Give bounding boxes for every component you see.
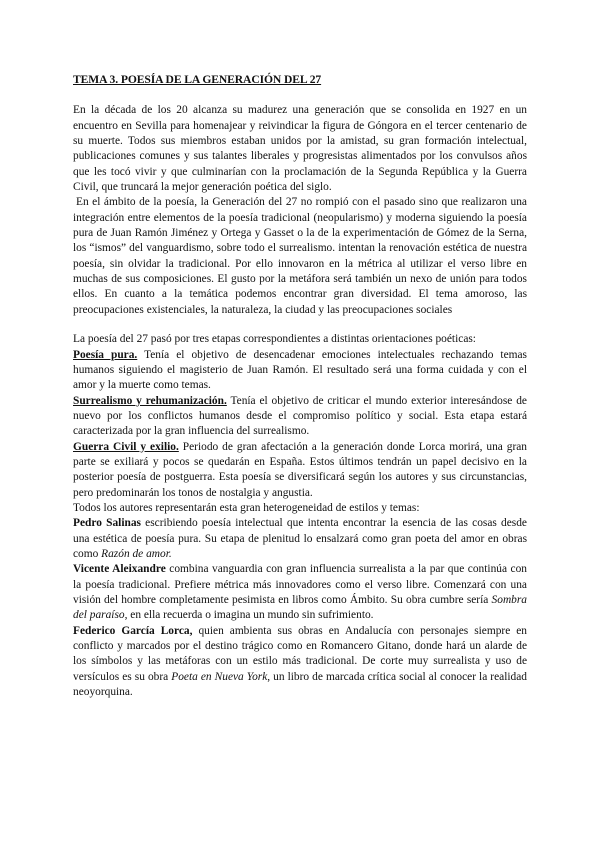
author-aleixandre-work: Sombra del paraíso — [73, 594, 527, 622]
stage-surrealism — [73, 394, 527, 440]
paragraph-gap — [73, 318, 527, 332]
author-aleixandre-text: combina vanguardia con gran influencia surrealista a la par que continúa con la poesía tradicional. Prefiere métrica más innovadores como el verso libre. Comenzará con una visión del hombre completamente pesimista en libros como Ámbito. Su obra cumbre sería — [73, 563, 527, 606]
author-aleixandre-name: Vicente Aleixandre — [73, 563, 166, 576]
author-lorca-name: Federico García Lorca, — [73, 624, 193, 637]
stage-civil-war-text: Periodo de gran afectación a la generación donde Lorca morirá, una gran parte se exiliará y pocos se quedarán en España. Estos últimos tendrán un papel decisivo en la posterior poesía de postguerra. Esta poesía se diversificará según los autores y sus circunstancias, pero predominarán los tonos de nostalgia y angustia. — [73, 440, 528, 499]
author-salinas — [73, 516, 527, 562]
stage-pure-poetry — [73, 348, 527, 394]
author-salinas-text: escribiendo poesía intelectual que intenta encontrar la esencia de las cosas desde una estética de poesía pura. Su etapa de plenitud lo ensalzará como gran poeta del amor en obras como — [73, 517, 527, 560]
document-page — [73, 72, 527, 700]
stage-civil-war — [73, 440, 527, 501]
author-salinas-name: Pedro Salinas — [73, 517, 141, 530]
stage-surrealism-label: Surrealismo y rehumanización. — [73, 394, 227, 407]
stage-pure-poetry-text: Tenía el objetivo de desencadenar emociones intelectuales rechazando temas humanos siguiendo el magisterio de Juan Ramón. El resultado será una forma cuidada y con el amor y la muerte como temas. — [73, 348, 527, 392]
author-salinas-work: Razón de amor. — [101, 547, 172, 560]
authors-intro: Todos los autores representarán esta gran heterogeneidad de estilos y temas: — [73, 501, 420, 514]
author-lorca-work: Poeta en Nueva York — [171, 670, 268, 683]
author-lorca — [73, 624, 527, 701]
stage-pure-poetry-label: Poesía pura. — [73, 348, 138, 361]
author-aleixandre — [73, 562, 527, 623]
stage-surrealism-text: Tenía el objetivo de criticar el mundo exterior interesándose de nuevo por los conflictos humanos desde el compromiso político y social. Esta etapa estará caracterizada por la gran influencia del surrealismo. — [73, 394, 527, 438]
stage-civil-war-label: Guerra Civil y exilio. — [73, 440, 179, 453]
intro-paragraph: En la década de los 20 alcanza su madurez una generación que se consolida en 1927 en un encuentro en Sevilla para homenajear y reivindicar la figura de Góngora en el tercer centenario de su muerte. Todos sus miembros estaban unidos por la amistad, su gran formación intelectual, publicaciones comunes y sus talantes liberales y progresistas alimentados por los convulsos años que les tocó vivir y que culminarían con la proclamación de la Segunda República y la Guerra Civil, que truncará la mejor generación poética del siglo. — [73, 104, 527, 194]
poetry-paragraph: En el ámbito de la poesía, la Generación del 27 no rompió con el pasado sino que realizaron una integración entre elementos de la poesía tradicional (neopularismo) y moderna siguiendo la poesía pura de Juan Ramón Jiménez y Ortega y Gasset o la de la experimentación de Gómez de la Serna, los “ismos” del vanguardismo, sobre todo el surrealismo. intentan la renovación estética de nuestra poesía, sin olvidar la tradicional. Por ello innovaron en la métrica al utilizar el verso libre en muchas de sus composiciones. El gusto por la metáfora será también un nexo de unión para todos ellos. En cuanto a la temática podemos encontrar gran diversidad. El tema amoroso, las preocupaciones existenciales, la naturaleza, la ciudad y las preocupaciones sociales — [73, 196, 527, 316]
stages-intro: La poesía del 27 pasó por tres etapas correspondientes a distintas orientaciones poéticas: — [73, 333, 476, 346]
author-aleixandre-text-after: , en ella recuerda o imagina un mundo sin sufrimiento. — [124, 609, 374, 622]
author-lorca-text-after: , un libro de marcada crítica social al conocer la realidad neoyorquina. — [73, 670, 527, 699]
document-title: TEMA 3. POESÍA DE LA GENERACIÓN DEL 27 — [73, 73, 322, 86]
author-lorca-text: quien ambienta sus obras en Andalucía con personajes siempre en conflicto y marcados por el destino trágico como en Romancero Gitano, donde hará un alarde de los símbolos y las metáforas con un estilo más tradicional. De corte muy surrealista y uso de versículos es su obra — [73, 624, 528, 683]
